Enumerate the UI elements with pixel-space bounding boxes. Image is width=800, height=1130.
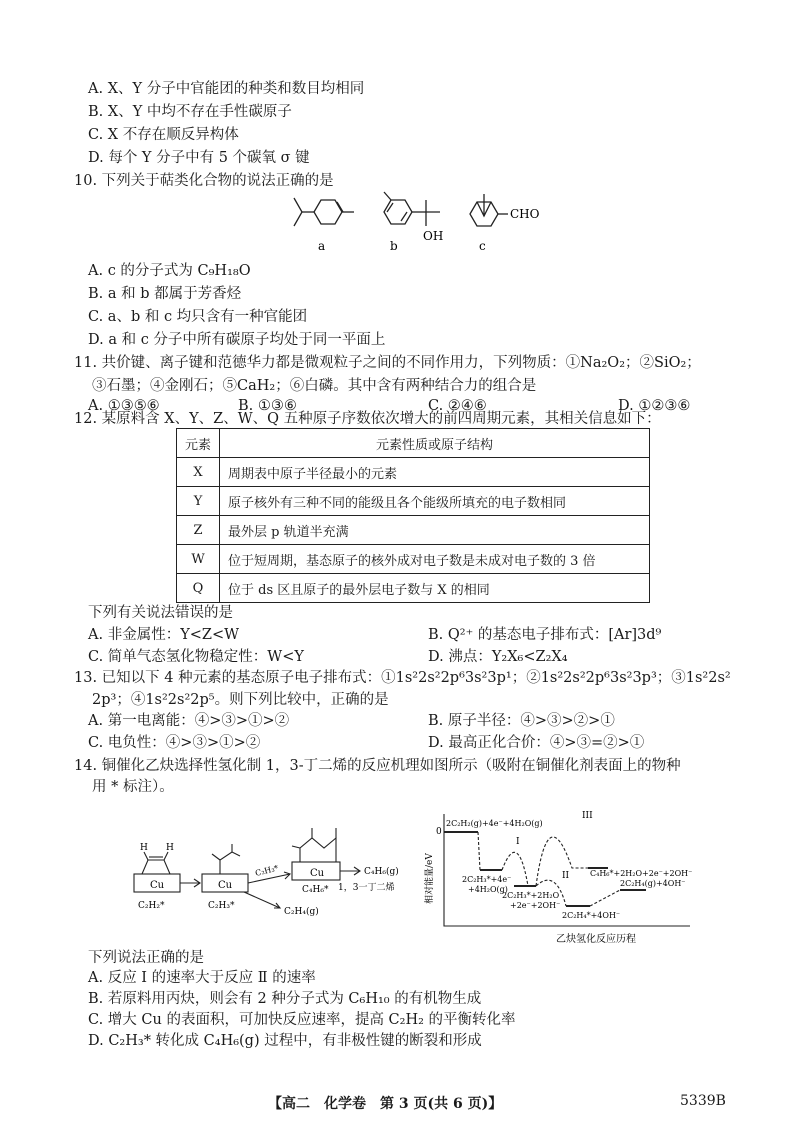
q12-option-c: C. 简单气态氢化物稳定性：W<Y bbox=[88, 649, 304, 665]
q14-stem-line2: 用 * 标注）。 bbox=[92, 779, 174, 795]
q9-option-a: A. X、Y 分子中官能团的种类和数目均相同 bbox=[88, 81, 365, 97]
table-cell: W bbox=[177, 545, 220, 574]
q9-option-d: D. 每个 Y 分子中有 5 个碳氧 σ 键 bbox=[88, 150, 310, 166]
q13-option-d: D. 最高正化合价：④>③=②>① bbox=[428, 735, 645, 751]
q13-options-row1 bbox=[88, 711, 788, 731]
c2h2-ads-label: C₂H₂* bbox=[138, 901, 165, 911]
q13-stem-line2: 2p³；④1s²2s²2p⁵。则下列比较中，正确的是 bbox=[92, 692, 389, 708]
q10-option-d: D. a 和 c 分子中所有碳原子均处于同一平面上 bbox=[88, 332, 386, 348]
q11-option-a: A. ①③⑤⑥ bbox=[88, 398, 160, 414]
table-cell: 周期表中原子半径最小的元素 bbox=[220, 458, 650, 487]
q10-label-c: c bbox=[479, 239, 486, 253]
state-2-label-a: 2C₂H₃*+2H₂O bbox=[502, 891, 560, 900]
butadiene-label: 1，3一丁二烯 bbox=[338, 883, 395, 893]
state-1-label-a: 2C₂H₃*+4e⁻ bbox=[462, 875, 512, 884]
q10-label-a: a bbox=[318, 239, 326, 253]
table-header-cell: 元素 bbox=[177, 429, 220, 458]
q10-structures-figure bbox=[280, 190, 580, 256]
state-4-label: 2C₂H₄(g)+4OH⁻ bbox=[620, 879, 686, 888]
q11-option-d: D. ①②③⑥ bbox=[618, 398, 691, 414]
reaction-ii-label: II bbox=[562, 871, 570, 881]
q12-options-row1 bbox=[88, 625, 788, 645]
q11-stem-line2: ③石墨；④金刚石；⑤CaH₂；⑥白磷。其中含有两种结合力的组合是 bbox=[92, 378, 537, 394]
h-label: H bbox=[166, 843, 174, 853]
table-row bbox=[177, 545, 650, 574]
cu-label: Cu bbox=[310, 868, 325, 879]
zero-tick-label: 0 bbox=[436, 827, 442, 837]
q14-option-c: C. 增大 Cu 的表面积，可加快反应速率，提高 C₂H₂ 的平衡转化率 bbox=[88, 1012, 516, 1028]
q12-option-d: D. 沸点：Y₂X₆<Z₂X₄ bbox=[428, 649, 568, 665]
q14-option-d: D. C₂H₃* 转化成 C₄H₆(g) 过程中，有非极性键的断裂和形成 bbox=[88, 1033, 482, 1049]
c2h3-ads-label-arrow: C₂H₃* bbox=[254, 863, 280, 878]
table-cell: 原子核外有三种不同的能级且各个能级所填充的电子数相同 bbox=[220, 487, 650, 516]
reaction-iii-label: III bbox=[582, 811, 593, 821]
q14-energy-diagram bbox=[422, 808, 694, 948]
table-cell: Z bbox=[177, 516, 220, 545]
table-cell: Y bbox=[177, 487, 220, 516]
c4h6-gas-label: C₄H₆(g) bbox=[364, 867, 399, 877]
q10-oh-label: OH bbox=[423, 229, 444, 243]
q13-option-b: B. 原子半径：④>③>②>① bbox=[428, 713, 615, 729]
cu-label: Cu bbox=[150, 880, 165, 891]
table-cell: 最外层 p 轨道半充满 bbox=[220, 516, 650, 545]
table-cell: X bbox=[177, 458, 220, 487]
q13-options-row2 bbox=[88, 733, 788, 753]
cu-label: Cu bbox=[218, 880, 233, 891]
q11-option-c: C. ②④⑥ bbox=[428, 398, 487, 414]
q14-mechanism-figure bbox=[124, 824, 424, 920]
table-row bbox=[177, 458, 650, 487]
reaction-i-label: I bbox=[516, 837, 520, 847]
q9-option-c: C. X 不存在顺反异构体 bbox=[88, 127, 239, 143]
q10-option-c: C. a、b 和 c 均只含有一种官能团 bbox=[88, 309, 308, 325]
q12-option-b: B. Q²⁺ 的基态电子排布式：[Ar]3d⁹ bbox=[428, 627, 662, 643]
c2h4-gas-label: C₂H₄(g) bbox=[284, 907, 319, 917]
q12-sub-stem: 下列有关说法错误的是 bbox=[88, 605, 233, 621]
table-row bbox=[177, 516, 650, 545]
q12-element-table bbox=[176, 428, 650, 603]
q13-stem-line1: 13. 已知以下 4 种元素的基态原子电子排布式：①1s²2s²2p⁶3s²3p¹；②1s²2s²2p⁶3s²3p³；③1s²2s² bbox=[74, 670, 731, 686]
q11-stem-line1: 11. 共价键、离子键和范德华力都是微观粒子之间的不同作用力，下列物质：①Na₂O₂；②SiO₂； bbox=[74, 355, 701, 371]
q10-cho-label: CHO bbox=[510, 207, 540, 221]
q11-option-b: B. ①③⑥ bbox=[238, 398, 297, 414]
c4h6-ads-label: C₄H₆* bbox=[302, 885, 329, 895]
reaction-axis-label: 乙炔氢化反应历程 bbox=[556, 934, 636, 945]
table-header-row bbox=[177, 429, 650, 458]
q12-stem: 12. 某原料含 X、Y、Z、W、Q 五种原子序数依次增大的前四周期元素，其相关信息如下： bbox=[74, 411, 661, 427]
q14-sub-stem: 下列说法正确的是 bbox=[88, 950, 204, 966]
footer-code: 5339B bbox=[680, 1093, 726, 1109]
q12-options-row2 bbox=[88, 647, 788, 667]
energy-axis-label: 相对能量/eV bbox=[425, 853, 435, 904]
state-1-label-b: +4H₂O(g) bbox=[468, 885, 508, 894]
c2h3-ads-label: C₂H₃* bbox=[208, 901, 235, 911]
footer-title: 【高二 化学卷 第 3 页(共 6 页)】 bbox=[268, 1096, 503, 1112]
q13-option-a: A. 第一电离能：④>③>①>② bbox=[88, 713, 290, 729]
table-cell: 位于 ds 区且原子的最外层电子数与 X 的相同 bbox=[220, 574, 650, 603]
table-row bbox=[177, 487, 650, 516]
q10-label-b: b bbox=[390, 239, 398, 253]
q12-option-a: A. 非金属性：Y<Z<W bbox=[88, 627, 240, 643]
table-cell: 位于短周期，基态原子的核外成对电子数是未成对电子数的 3 倍 bbox=[220, 545, 650, 574]
q10-stem: 10. 下列关于萜类化合物的说法正确的是 bbox=[74, 173, 334, 189]
h-label: H bbox=[140, 843, 148, 853]
state-2-label-b: +2e⁻+2OH⁻ bbox=[510, 901, 561, 910]
state-0-label: 2C₂H₂(g)+4e⁻+4H₂O(g) bbox=[446, 819, 543, 828]
table-row bbox=[177, 574, 650, 603]
q13-option-c: C. 电负性：④>③>①>② bbox=[88, 735, 261, 751]
q14-option-b: B. 若原料用丙炔，则会有 2 种分子式为 C₆H₁₀ 的有机物生成 bbox=[88, 991, 482, 1007]
q10-option-a: A. c 的分子式为 C₉H₁₈O bbox=[88, 263, 251, 279]
q10-option-b: B. a 和 b 都属于芳香烃 bbox=[88, 286, 242, 302]
table-cell: Q bbox=[177, 574, 220, 603]
state-3-label: C₄H₆*+2H₂O+2e⁻+2OH⁻ bbox=[590, 869, 693, 878]
q14-stem-line1: 14. 铜催化乙炔选择性氢化制 1，3-丁二烯的反应机理如图所示（吸附在铜催化剂表面上的物种 bbox=[74, 758, 681, 774]
table-header-cell: 元素性质或原子结构 bbox=[220, 429, 650, 458]
q9-option-b: B. X、Y 中均不存在手性碳原子 bbox=[88, 104, 292, 120]
state-5-label: 2C₂H₄*+4OH⁻ bbox=[562, 911, 621, 920]
q14-option-a: A. 反应 Ⅰ 的速率大于反应 Ⅱ 的速率 bbox=[88, 970, 316, 986]
